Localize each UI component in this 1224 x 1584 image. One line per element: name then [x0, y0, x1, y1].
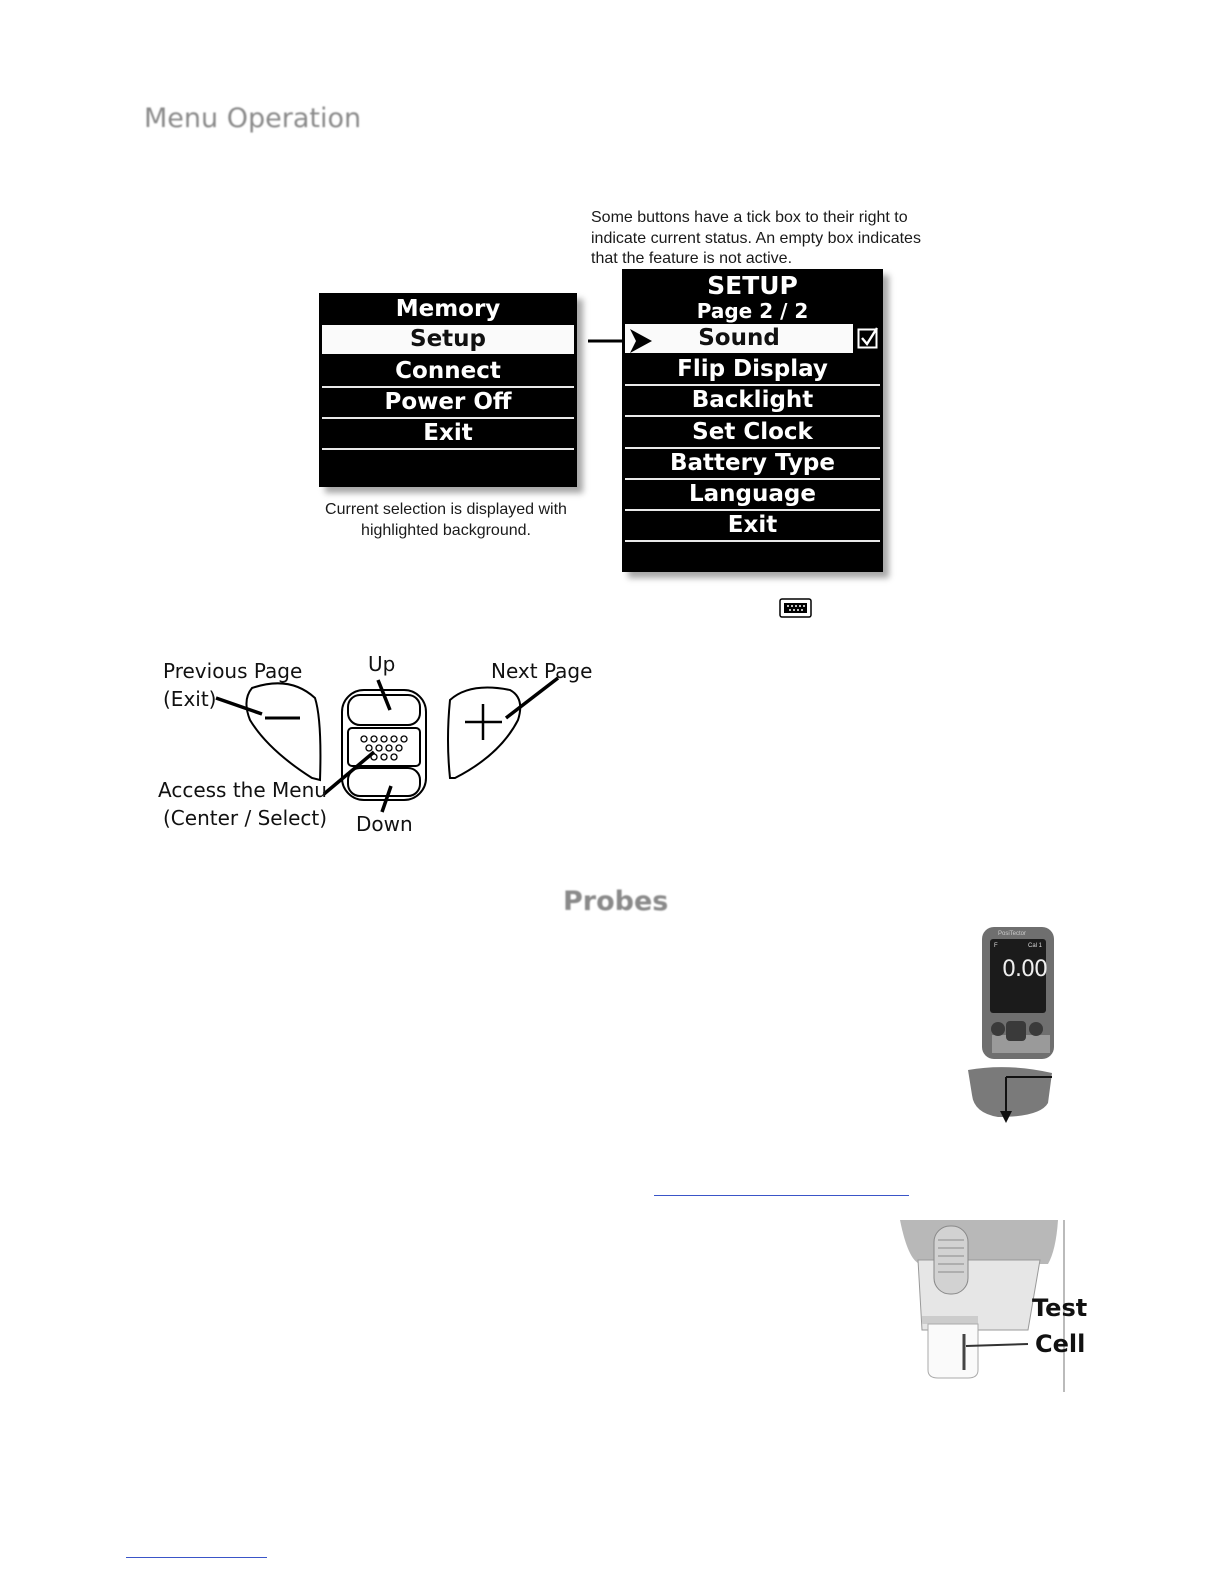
checkbox-checked-icon[interactable] — [857, 326, 879, 350]
section-heading-probes: Probes — [563, 886, 669, 917]
setup-menu-title: SETUP — [707, 271, 798, 300]
gauge-brand: PosiTector — [998, 931, 1027, 937]
gauge-cal: Cal 1 — [1028, 943, 1043, 949]
tickbox-note: Some buttons have a tick box to their right to indicate current status. An empty box indicates that the feature is not active. — [591, 209, 921, 267]
main-menu-item-memory[interactable]: Memory — [395, 296, 501, 322]
setup-menu-item-backlight[interactable]: Backlight — [625, 386, 880, 417]
setup-menu-page: Page 2 / 2 — [696, 299, 809, 323]
center-button-icon — [779, 598, 812, 618]
setup-menu-item-exit[interactable]: Exit — [625, 511, 880, 542]
label-exit: (Exit) — [163, 687, 217, 711]
selection-arrowhead-icon — [628, 327, 654, 355]
setup-menu-screen — [622, 269, 883, 572]
setup-menu-item-flip-display[interactable]: Flip Display — [625, 355, 880, 386]
minus-button-shape — [246, 683, 320, 780]
setup-menu-item-sound[interactable]: Sound — [625, 324, 853, 353]
main-menu-item-exit[interactable]: Exit — [322, 419, 574, 450]
section-heading-menu-operation: Menu Operation — [144, 103, 362, 134]
selection-note: Current selection is displayed with highlighted background. — [325, 501, 567, 539]
gauge-unit: F — [994, 943, 998, 949]
gauge-reading: 0.00 — [1002, 957, 1047, 982]
hyperlink-underline[interactable] — [654, 1195, 909, 1196]
label-test: Test — [1032, 1294, 1088, 1322]
label-previous-page: Previous Page — [163, 659, 303, 683]
label-center-select: (Center / Select) — [163, 806, 328, 830]
label-down: Down — [356, 812, 413, 836]
setup-menu-item-set-clock[interactable]: Set Clock — [625, 418, 880, 449]
footnote-link-underline[interactable] — [126, 1557, 267, 1558]
main-menu-screen — [319, 293, 577, 487]
label-cell: Cell — [1035, 1330, 1086, 1358]
main-menu-item-connect[interactable]: Connect — [322, 357, 574, 388]
setup-menu-item-battery-type[interactable]: Battery Type — [625, 449, 880, 480]
gauge-image — [968, 925, 1060, 1125]
setup-menu-item-language[interactable]: Language — [625, 480, 880, 511]
label-up: Up — [368, 652, 396, 676]
label-access-menu: Access the Menu — [158, 778, 327, 802]
gauge-body-shape — [968, 925, 1060, 1125]
label-next-page: Next Page — [491, 659, 593, 683]
main-menu-item-power-off[interactable]: Power Off — [322, 388, 574, 419]
main-menu-item-setup[interactable]: Setup — [322, 325, 574, 354]
